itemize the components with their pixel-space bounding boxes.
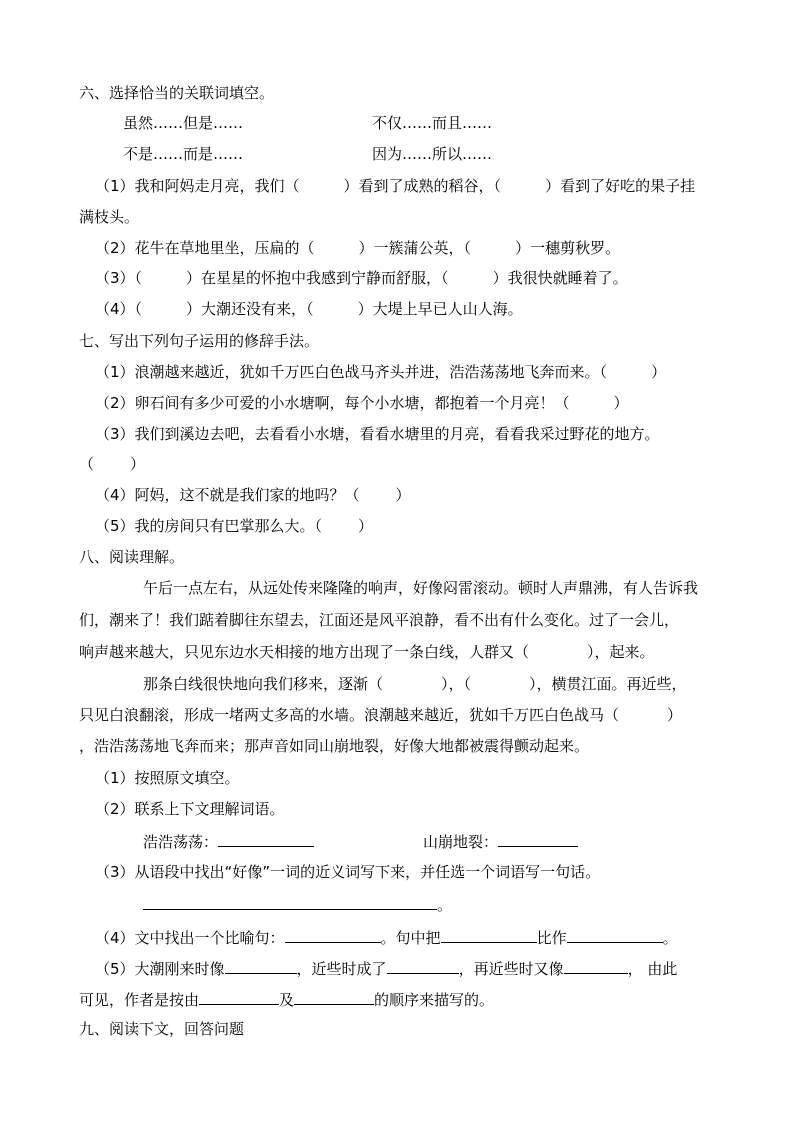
text: ）我很快就睡着了。 <box>492 269 628 287</box>
question-8-4 <box>95 926 678 946</box>
conjunction-option: 不仅……而且…… <box>372 114 493 132</box>
text: ），起来。 <box>587 643 655 661</box>
question-7-2 <box>95 393 629 413</box>
word-explain-1 <box>143 830 314 850</box>
text: ） <box>667 706 683 724</box>
passage-line <box>79 705 682 725</box>
text: ）看到了成熟的稻谷，（ <box>343 177 502 195</box>
question-6-4 <box>95 299 523 319</box>
passage-line: 午后一点左右，从远处传来隆隆的响声，好像闷雷滚动。顿时人声鼎沸，有人告诉我 <box>143 579 699 597</box>
question-8-2: （2）联系上下文理解词语。 <box>95 800 285 818</box>
text: 只见白浪翻滚，形成一堵两丈多高的水墙。浪潮越来越近，犹如千万匹白色战马（ <box>79 706 620 724</box>
question-6-1 <box>95 176 695 196</box>
text: （1）浪潮越来越近，犹如千万匹白色战马齐头并进，浩浩荡荡地飞奔而来。（ <box>95 363 608 381</box>
question-6-2 <box>95 238 620 258</box>
section-8-title: 八、阅读理解。 <box>79 548 185 566</box>
text: （3）（ <box>95 269 143 287</box>
question-7-4 <box>95 485 411 505</box>
answer-line[interactable] <box>441 926 537 943</box>
text: （2）花牛在草地里坐，压扁的（ <box>95 239 315 257</box>
text: 。 <box>662 929 678 947</box>
text: ，近些时成了 <box>296 960 387 978</box>
text: ）大潮还没有来，（ <box>186 300 314 318</box>
text: （2）卵石间有多少可爱的小水塘啊，每个小水塘，都抱着一个月亮！（ <box>95 394 570 412</box>
word-explain-2 <box>423 830 578 850</box>
text: 。句中把 <box>380 929 441 947</box>
answer-line[interactable] <box>143 893 437 910</box>
answer-line[interactable] <box>285 926 381 943</box>
answer-line[interactable] <box>387 957 459 974</box>
passage-line <box>79 642 655 662</box>
text: （4）文中找出一个比喻句： <box>95 929 285 947</box>
text: ） <box>613 394 629 412</box>
question-7-3-answer <box>79 454 145 474</box>
conjunction-option: 不是……而是…… <box>123 145 244 163</box>
text: 浩浩荡荡： <box>143 833 219 851</box>
text: ， 由此 <box>627 960 678 978</box>
question-8-3: （3）从语段中找出“好像”一词的近义词写下来，并任选一个词语写一句话。 <box>95 863 601 881</box>
text: 。 <box>437 896 453 914</box>
section-9-title: 九、阅读下文，回答问题 <box>79 1020 245 1038</box>
conjunction-option: 因为……所以…… <box>372 145 493 163</box>
text: ） <box>395 486 411 504</box>
question-7-5 <box>95 516 373 536</box>
text: 比作 <box>536 929 567 947</box>
passage-line <box>143 674 687 694</box>
text: ）一穗剪秋罗。 <box>515 239 621 257</box>
text: 那条白线很快地向我们移来，逐渐（ <box>143 675 384 693</box>
text: ，再近些时又像 <box>458 960 564 978</box>
answer-line[interactable] <box>498 830 578 847</box>
text: （4）（ <box>95 300 143 318</box>
passage-line: ，浩浩荡荡地飞奔而来；那声音如同山崩地裂，好像大地都被震得颤动起来。 <box>79 737 590 755</box>
text: 山崩地裂： <box>423 833 499 851</box>
text: ）看到了好吃的果子挂 <box>545 177 696 195</box>
section-6-title: 六、选择恰当的关联词填空。 <box>79 84 275 102</box>
answer-line[interactable] <box>225 957 297 974</box>
text: （5）大潮刚来时像 <box>95 960 225 978</box>
question-6-3 <box>95 268 628 288</box>
text: （1）我和阿妈走月亮，我们（ <box>95 177 300 195</box>
question-8-1: （1）按照原文填空。 <box>95 769 240 787</box>
question-8-5-cont <box>79 988 494 1008</box>
text: ），（ <box>441 675 472 693</box>
question-8-5 <box>95 957 677 977</box>
text: ） <box>651 363 667 381</box>
text: （5）我的房间只有巴掌那么大。（ <box>95 517 323 535</box>
answer-line[interactable] <box>567 926 663 943</box>
text: ） <box>130 455 146 473</box>
conjunction-option: 虽然……但是…… <box>123 114 244 132</box>
text: ）一簇蒲公英，（ <box>358 239 472 257</box>
text: ） <box>358 517 374 535</box>
answer-line[interactable] <box>218 830 314 847</box>
answer-line[interactable] <box>294 988 374 1005</box>
question-6-1-cont: 满枝头。 <box>79 208 140 226</box>
text: 及 <box>279 991 295 1009</box>
text: ）在星星的怀抱中我感到宁静而舒服，（ <box>186 269 449 287</box>
text: ）大堤上早已人山人海。 <box>357 300 523 318</box>
answer-line[interactable] <box>199 988 279 1005</box>
passage-line: 们，潮来了！我们踮着脚往东望去，江面还是风平浪静，看不出有什么变化。过了一会儿， <box>79 611 680 629</box>
question-8-3-answer <box>143 893 452 913</box>
text: 的顺序来描写的。 <box>374 991 495 1009</box>
text: 响声越来越大，只见东边水天相接的地方出现了一条白线，人群又（ <box>79 643 530 661</box>
text: ），横贯江面。再近些， <box>529 675 687 693</box>
section-7-title: 七、写出下列句子运用的修辞手法。 <box>79 332 320 350</box>
text: （ <box>79 455 95 473</box>
answer-line[interactable] <box>564 957 628 974</box>
text: 可见，作者是按由 <box>79 991 200 1009</box>
question-7-1 <box>95 362 666 382</box>
question-7-3: （3）我们到溪边去吧，去看看小水塘，看看水塘里的月亮，看看我采过野花的地方。 <box>95 425 660 443</box>
text: （4）阿妈，这不就是我们家的地吗？（ <box>95 486 360 504</box>
